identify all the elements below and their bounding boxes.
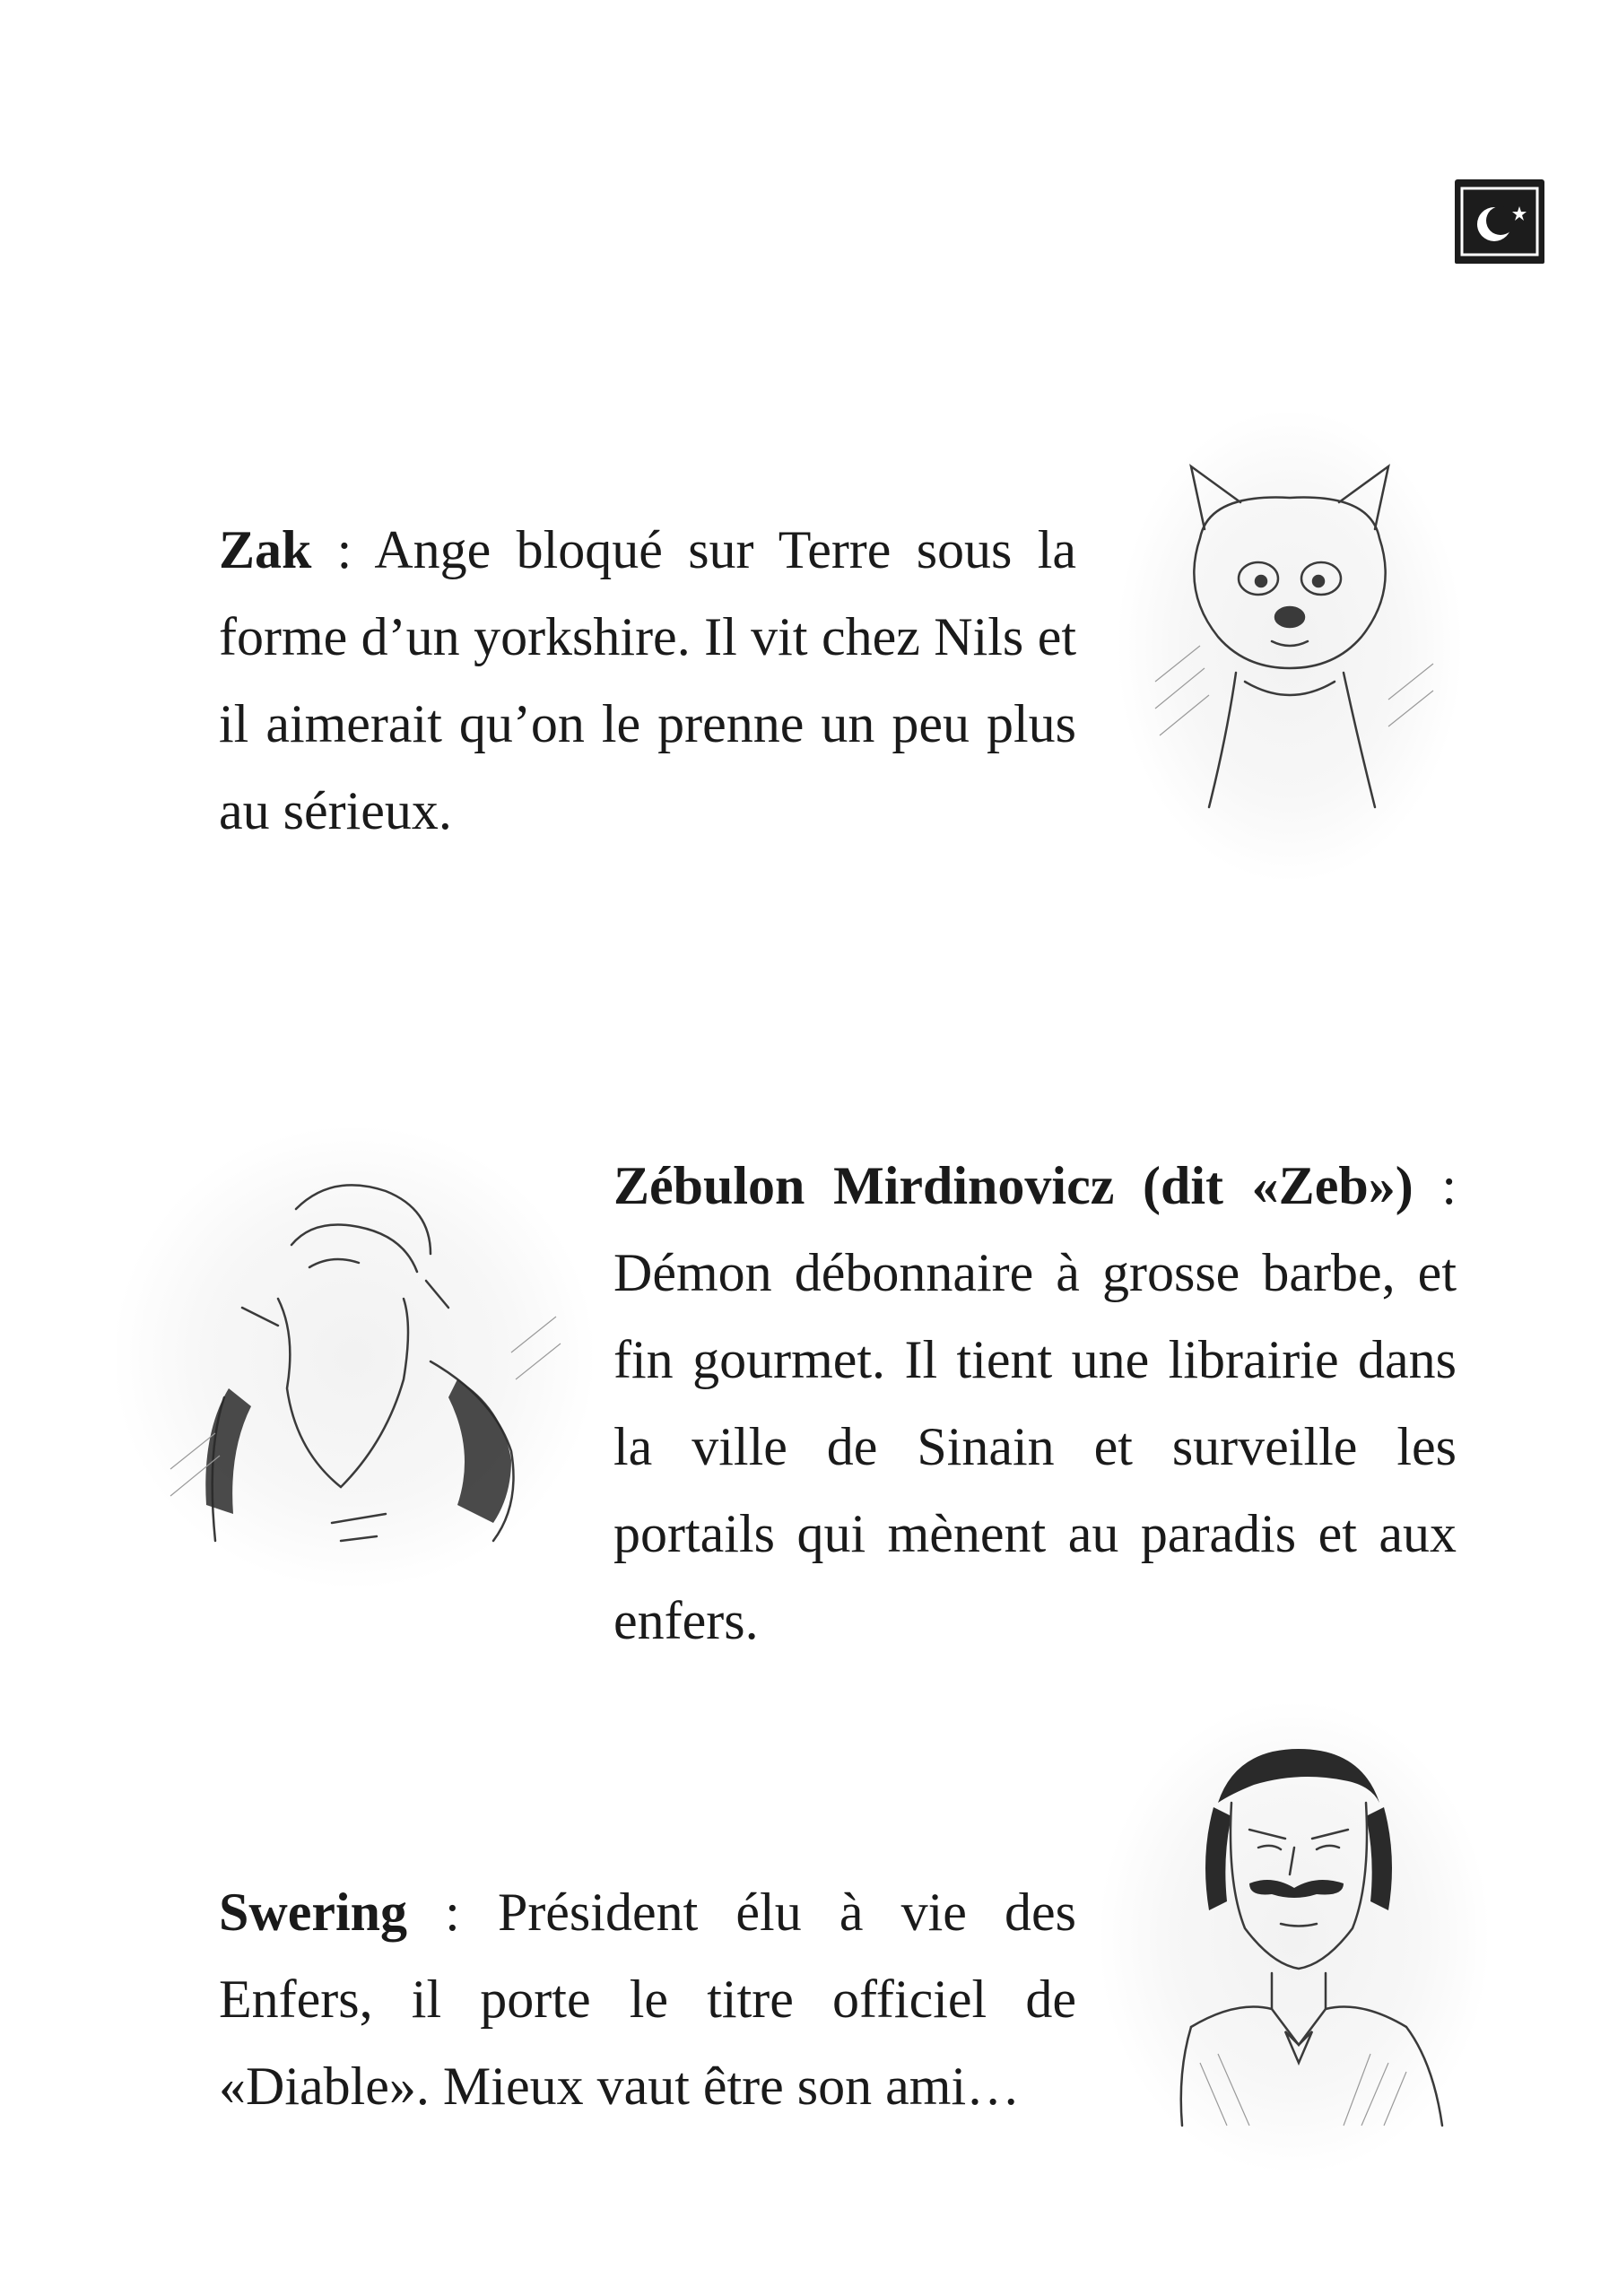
character-name: Zébulon Mirdinovicz (dit «Zeb») [613, 1156, 1414, 1215]
zak-portrait-sketch [1119, 413, 1460, 879]
character-name: Swering [219, 1883, 407, 1942]
character-description-paragraph [219, 1869, 1076, 2130]
swering-portrait-sketch [1101, 1704, 1487, 2170]
character-entry-swering [219, 1869, 1076, 2130]
name-separator: : [407, 1883, 498, 1942]
character-description: Ange bloqué sur Terre sous la forme d’un yorkshire. Il vit chez Nils et il aimerait qu’on le prenne un peu plus au sérieux. [219, 520, 1076, 840]
bearded-demon-sketch [117, 1128, 592, 1586]
name-separator: : [311, 520, 375, 579]
character-description-paragraph [613, 1143, 1457, 1665]
name-separator: : [1413, 1156, 1457, 1215]
character-description: Démon débonnaire à grosse barbe, et fin gourmet. Il tient une librairie dans la ville de Sinain et surveille les portails qui mènent au paradis et aux enfers. [613, 1243, 1457, 1650]
character-name: Zak [219, 520, 312, 579]
character-entry-zeb [613, 1143, 1457, 1665]
crescent-moon-star-icon [1455, 179, 1544, 264]
zeb-portrait-sketch [117, 1128, 592, 1586]
yorkshire-dog-sketch [1119, 413, 1460, 879]
devil-president-sketch [1101, 1704, 1487, 2170]
publisher-logo [1455, 179, 1544, 264]
character-entry-zak [219, 507, 1076, 855]
character-description-paragraph [219, 507, 1076, 855]
character-description: Président élu à vie des Enfers, il porte le titre officiel de «Diable». Mieux vaut être son ami… [219, 1883, 1077, 2116]
